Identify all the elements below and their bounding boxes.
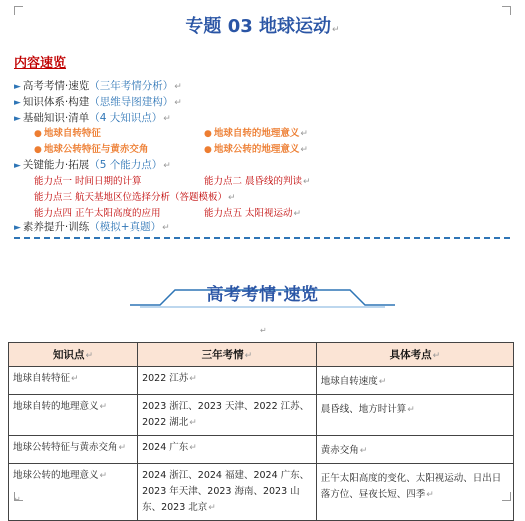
table-row [9, 436, 514, 464]
table-row [9, 367, 514, 395]
knowledge-point: ● 地球公转的地理意义↵ [204, 144, 308, 155]
toc-section: ► 基础知识·清单（4 大知识点）↵ [14, 112, 171, 124]
bullet-icon: ● [34, 129, 42, 139]
exam-analysis-table [8, 342, 514, 521]
column-header: 具体考点↵ [316, 343, 513, 367]
ability-point: 能力点二 晨昏线的判读↵ [204, 176, 311, 187]
bullet-icon: ● [34, 145, 42, 155]
bullet-icon: ● [204, 145, 212, 155]
bullet-icon: ● [204, 129, 212, 139]
knowledge-point: ● 地球自转的地理意义↵ [204, 128, 308, 139]
table-cell: 2022 江苏↵ [138, 367, 317, 395]
table-cell: 地球公转的地理意义↵ [9, 464, 138, 521]
table-row [9, 395, 514, 436]
arrow-icon: ► [14, 114, 21, 124]
column-header: 三年考情↵ [138, 343, 317, 367]
table-cell: 地球自转特征↵ [9, 367, 138, 395]
table-cell: 2024 浙江、2024 福建、2024 广东、2023 年天津、2023 海南、2023 山东、2023 北京↵ [138, 464, 317, 521]
ability-point: 能力点五 太阳视运动↵ [204, 208, 302, 219]
banner-title: 高考考情·速览 [206, 285, 319, 305]
toc-heading: 内容速览 [14, 56, 67, 71]
toc-section: ► 高考考情·速览（三年考情分析）↵ [14, 80, 182, 92]
knowledge-point: ● 地球自转特征 [34, 128, 101, 139]
table-cell: 2023 浙江、2023 天津、2022 江苏、2022 湖北↵ [138, 395, 317, 436]
toc-section: ► 素养提升·训练（模拟+真题）↵ [14, 221, 170, 233]
document-title: 专题 03 地球运动↵ [185, 16, 340, 37]
ability-point: 能力点一 时间日期的计算 [34, 176, 142, 187]
table-row [9, 464, 514, 521]
knowledge-point: ● 地球公转特征与黄赤交角 [34, 144, 149, 155]
arrow-icon: ► [14, 223, 21, 233]
paragraph-mark: ↵ [260, 326, 267, 335]
ability-point: 能力点四 正午太阳高度的应用 [34, 208, 161, 219]
table-header-row [9, 343, 514, 367]
ability-point: 能力点三 航天基地区位选择分析（答题模板）↵ [34, 192, 236, 203]
toc-section: ► 知识体系·构建（思维导图建构）↵ [14, 96, 182, 108]
arrow-icon: ► [14, 161, 21, 171]
arrow-icon: ► [14, 98, 21, 108]
paragraph-mark: ↵ [14, 495, 21, 504]
section-divider [14, 237, 510, 239]
table-cell: 黄赤交角↵ [316, 436, 513, 464]
table-cell: 地球自转的地理意义↵ [9, 395, 138, 436]
table-cell: 正午太阳高度的变化、太阳视运动、日出日落方位、昼夜长短、四季↵ [316, 464, 513, 521]
column-header: 知识点↵ [9, 343, 138, 367]
arrow-icon: ► [14, 82, 21, 92]
table-cell: 2024 广东↵ [138, 436, 317, 464]
table-cell: 地球自转速度↵ [316, 367, 513, 395]
toc-section: ► 关键能力·拓展（5 个能力点）↵ [14, 159, 171, 171]
table-cell: 晨昏线、地方时计算↵ [316, 395, 513, 436]
section-banner [0, 270, 525, 310]
table-cell: 地球公转特征与黄赤交角↵ [9, 436, 138, 464]
